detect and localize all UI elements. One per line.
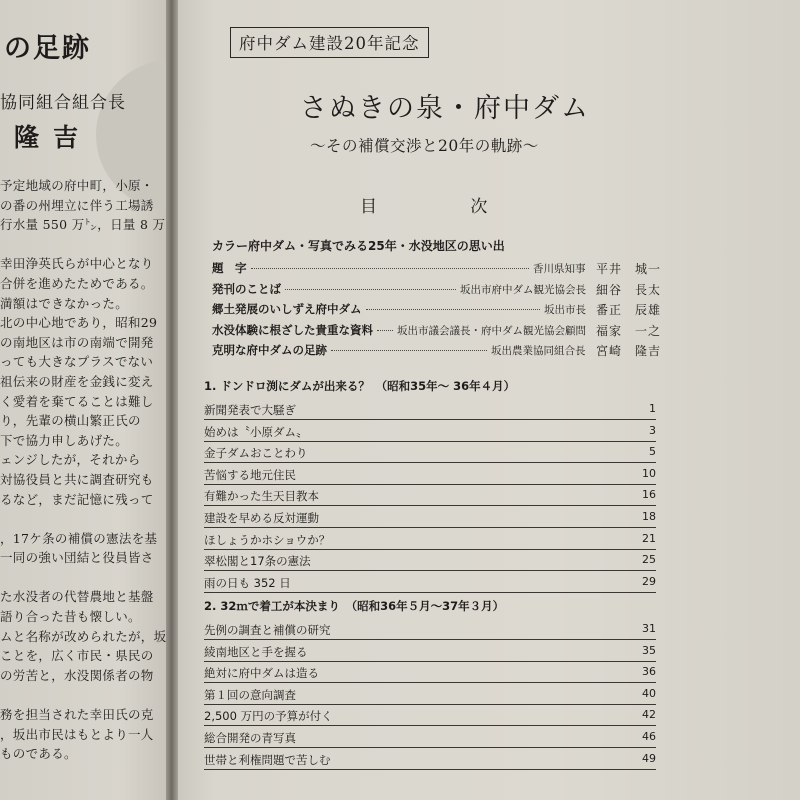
body-line: ェンジしたが，それから	[0, 452, 141, 468]
preface-item-affiliation: 香川県知事	[533, 263, 586, 275]
body-line	[0, 685, 172, 705]
toc-entry-title: ほしょうかホショウか？	[204, 532, 331, 547]
toc-entry	[204, 532, 656, 554]
body-line: 対協役員と共に調査研究も	[0, 471, 154, 487]
body-line: 祖伝来の財産を金銭に変え	[0, 373, 154, 389]
toc-entry-page: 40	[642, 686, 656, 700]
body-line: ，17ケ条の補償の憲法を基	[0, 530, 158, 546]
toc-entry-page: 16	[642, 488, 656, 502]
leader-rule	[204, 725, 656, 726]
toc-entry-title: 先例の調査と補償の研究	[204, 623, 331, 637]
book-subtitle: 〜その補償交渉と20年の軌跡〜	[310, 137, 539, 155]
body-line: 下で協力申しあげた。	[0, 432, 129, 448]
toc-entry-title: 綾南地区と手を握る	[204, 644, 308, 659]
leader-rule	[204, 682, 656, 683]
body-line: ものである。	[0, 746, 77, 762]
body-line: の労苦と，水没関係者の物	[0, 667, 154, 683]
toc-entry-page: 35	[642, 643, 656, 657]
preface-item	[212, 281, 662, 299]
body-line: るなど，まだ記憶に残って	[0, 491, 154, 507]
body-line	[0, 568, 172, 588]
toc-entry	[204, 665, 656, 687]
preface-item-title: 水没体験に根ざした貴重な資料	[212, 322, 373, 337]
toc-entry-title: 総合開発の青写真	[204, 731, 296, 745]
leader-rule	[204, 505, 656, 506]
leader-rule	[204, 462, 656, 463]
toc-entry	[204, 445, 656, 467]
toc-entry-title: 苦悩する地元住民	[204, 467, 296, 482]
book-title: さぬきの泉・府中ダム	[300, 93, 590, 124]
leader-rule	[204, 592, 656, 593]
leader-rule	[204, 704, 656, 705]
body-line: 語り合った昔も懐しい。	[0, 609, 141, 625]
toc-entry	[204, 488, 656, 510]
leader-rule	[204, 419, 656, 420]
toc-entry-title: 世帯と利権問題で苦しむ	[204, 752, 331, 767]
toc-entry	[204, 708, 656, 730]
preface-item-affiliation: 坂出農業協同組合長	[491, 345, 586, 357]
leader-rule	[204, 549, 656, 550]
body-line: 幸田浄英氏らが中心となり	[0, 256, 154, 272]
leader-rule	[204, 484, 656, 485]
preface-item	[212, 301, 662, 319]
body-line: た水没者の代替農地と基盤	[0, 589, 154, 605]
body-line: ことを，広く市民・県民の	[0, 648, 154, 664]
preface-item	[212, 322, 662, 340]
preface-item-title: 克明な府中ダムの足跡	[212, 343, 327, 357]
toc-entry	[204, 424, 656, 446]
toc-entry-title: 金子ダムおことわり	[204, 446, 308, 461]
section-title: 2. 32ｍで着工が本決まり （昭和36年５月〜37年３月）	[204, 599, 505, 613]
toc-entry	[204, 402, 656, 424]
preface-item	[212, 342, 662, 360]
toc-entry	[204, 622, 656, 644]
toc-entry	[204, 575, 656, 597]
leader-dots	[366, 309, 540, 310]
left-page-title: の足跡	[4, 33, 91, 64]
toc-entry-page: 29	[642, 574, 656, 588]
preface-title: カラー府中ダム・写真でみる25年・水没地区の思い出	[212, 239, 505, 253]
preface-item-affiliation: 坂出市長	[544, 304, 586, 316]
toc-entry-page: 18	[642, 510, 656, 523]
leader-dots	[331, 350, 487, 351]
preface-item-affiliation: 坂出市府中ダム観光協会長	[460, 283, 586, 296]
leader-rule	[204, 441, 656, 442]
author-role: 協同組合組合長	[0, 93, 126, 113]
leader-dots	[251, 268, 529, 269]
toc-entry-page: 46	[642, 730, 656, 743]
toc-entry	[204, 752, 656, 774]
leader-dots	[377, 330, 393, 331]
body-line: の南地区は市の南端で開発	[0, 334, 154, 350]
leader-rule	[204, 769, 656, 770]
body-line: 行水量 550 万㌧，日量 8 万	[0, 217, 166, 233]
toc-entry-page: 31	[642, 622, 656, 635]
preface-item-name: 福家 一之	[596, 323, 662, 338]
preface-item-affiliation: 坂出市議会議長・府中ダム観光協会顧問	[397, 324, 586, 337]
toc-entry-title: 2,500 万円の予算が付く	[204, 709, 333, 724]
toc-entry	[204, 553, 656, 575]
leader-rule	[204, 661, 656, 662]
toc-entry-title: 第１回の意向調査	[204, 687, 296, 702]
toc-entry-title: 建設を早める反対運動	[204, 511, 319, 525]
toc-entry-page: 36	[642, 665, 656, 679]
preface-item-title: 郷土発展のいしずえ府中ダム	[212, 302, 362, 316]
toc-entry	[204, 687, 656, 709]
preface-item	[212, 260, 662, 278]
preface-item-name: 平井 城一	[596, 262, 662, 276]
body-line: く愛着を棄てることは難し	[0, 393, 154, 409]
toc-entry-page: 10	[642, 466, 656, 480]
toc-entry-page: 5	[649, 445, 656, 459]
toc-entry-title: 有難かった生天目教本	[204, 489, 319, 504]
body-line: り，先輩の横山繁正氏の	[0, 413, 141, 429]
toc-entry-page: 3	[649, 423, 656, 437]
left-page-body	[0, 176, 172, 764]
toc-entry-page: 21	[642, 531, 656, 545]
toc-entry-title: 雨の日も 352 日	[204, 575, 291, 590]
preface-item-name: 宮崎 隆吉	[596, 344, 662, 358]
toc-entry-page: 49	[642, 751, 656, 765]
body-line: 合併を進めたためである。	[0, 275, 154, 291]
toc-entry-title: 翠松閣と17条の憲法	[204, 554, 311, 569]
toc-entry-title: 新聞発表で大騒ぎ	[204, 403, 296, 417]
leader-rule	[204, 747, 656, 748]
toc-entry	[204, 510, 656, 532]
toc-entry	[204, 730, 656, 752]
preface-item-name: 番正 辰雄	[596, 303, 662, 317]
body-line: 務を担当された幸田氏の克	[0, 707, 154, 723]
toc-heading: 目 次	[360, 197, 488, 217]
body-line: 北の中心地であり，昭和29	[0, 315, 158, 331]
body-line	[0, 509, 172, 529]
leader-rule	[204, 639, 656, 640]
body-line: 予定地域の府中町，小原・	[0, 178, 154, 193]
preface-item-title: 発刊のことば	[212, 281, 281, 296]
body-line: の番の州埋立に伴う工場誘	[0, 197, 154, 213]
toc-entry-page: 25	[642, 553, 656, 567]
left-page	[0, 0, 172, 800]
body-line: 満額はできなかった。	[0, 295, 129, 311]
body-line	[0, 235, 172, 255]
body-line: ，坂出市民はもとより一人	[0, 726, 154, 742]
author-name: 隆吉	[14, 123, 93, 152]
toc-entry	[204, 644, 656, 666]
toc-entry-page: 42	[642, 708, 656, 722]
body-line: っても大きなプラスでない	[0, 354, 154, 370]
leader-dots	[285, 289, 456, 290]
section-title: 1. ドンドロ渕にダムが出来る？ （昭和35年〜 36年４月）	[204, 379, 516, 393]
toc-entry-title: 始めは〝小原ダム〟	[204, 424, 308, 439]
preface-item-title: 題 字	[212, 261, 247, 275]
leader-rule	[204, 527, 656, 528]
body-line: ムと名称が改められたが，坂	[0, 628, 167, 644]
preface-item-name: 細谷 長太	[596, 282, 662, 297]
commemoration-header: 府中ダム建設20年記念	[230, 27, 429, 58]
leader-rule	[204, 570, 656, 571]
toc-entry	[204, 467, 656, 489]
toc-entry-page: 1	[649, 402, 656, 415]
body-line: 一同の強い団結と役員皆さ	[0, 550, 154, 566]
toc-entry-title: 絶対に府中ダムは造る	[204, 666, 319, 681]
